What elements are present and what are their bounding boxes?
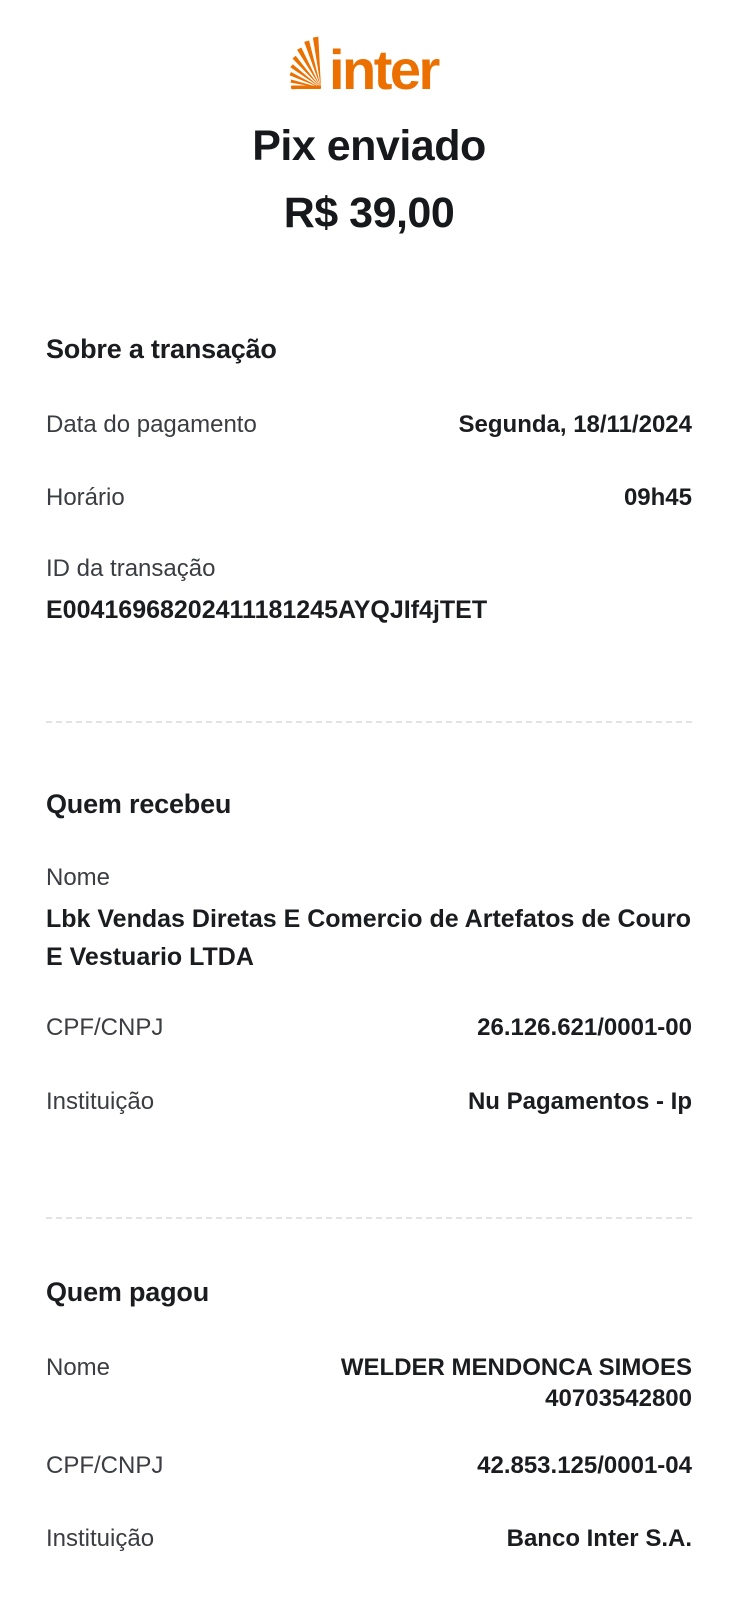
section-divider (46, 721, 692, 723)
payer-institution-value: Banco Inter S.A. (506, 1525, 692, 1553)
transaction-id-label: ID da transação (46, 555, 216, 583)
sunburst-icon (290, 37, 322, 90)
inter-logo-text: inter (329, 38, 438, 96)
row-payer-name (46, 1352, 692, 1414)
payment-date-label: Data do pagamento (46, 411, 257, 438)
transaction-id-value: E00416968202411181245AYQJIf4jTET (46, 596, 488, 625)
inter-logo-graphic (263, 36, 475, 96)
payer-name-label: Nome (46, 1353, 111, 1381)
row-transaction-id (46, 555, 692, 629)
payer-cpf-label: CPF/CNPJ (46, 1452, 164, 1480)
section-heading-payer: Quem pagou (46, 1276, 210, 1307)
row-receiver-name (46, 864, 692, 976)
row-receiver-cpf (46, 1012, 692, 1043)
payer-cpf-value: 42.853.125/0001-04 (477, 1452, 692, 1480)
receiver-institution-value: Nu Pagamentos - Ip (467, 1087, 692, 1115)
section-heading-receiver: Quem recebeu (46, 789, 232, 820)
receiver-institution-label: Instituição (46, 1087, 155, 1115)
inter-logo (46, 36, 692, 96)
receiver-name-value: Lbk Vendas Diretas E Comercio de Artefatos de Couro E Vestuario LTDA (46, 905, 692, 972)
payer-name-line1: WELDER MENDONCA SIMOES (340, 1353, 692, 1381)
transaction-amount: R$ 39,00 (283, 189, 455, 237)
row-payment-date (46, 409, 692, 440)
row-time (46, 482, 692, 513)
payer-name-value (341, 1352, 692, 1414)
receiver-name-label: Nome (46, 864, 111, 892)
payer-name-line2: 40703542800 (545, 1384, 692, 1412)
time-label: Horário (46, 484, 125, 512)
payer-institution-label: Instituição (46, 1525, 155, 1553)
receiver-cpf-label: CPF/CNPJ (46, 1014, 164, 1042)
row-receiver-institution (46, 1086, 692, 1117)
receiver-cpf-value: 26.126.621/0001-00 (477, 1014, 692, 1042)
row-payer-cpf (46, 1450, 692, 1481)
section-heading-transaction: Sobre a transação (46, 334, 277, 364)
page-title: Pix enviado (252, 122, 486, 170)
time-value: 09h45 (623, 484, 692, 512)
section-divider (46, 1217, 692, 1219)
payment-date-value: Segunda, 18/11/2024 (458, 411, 692, 438)
row-payer-institution (46, 1523, 692, 1554)
